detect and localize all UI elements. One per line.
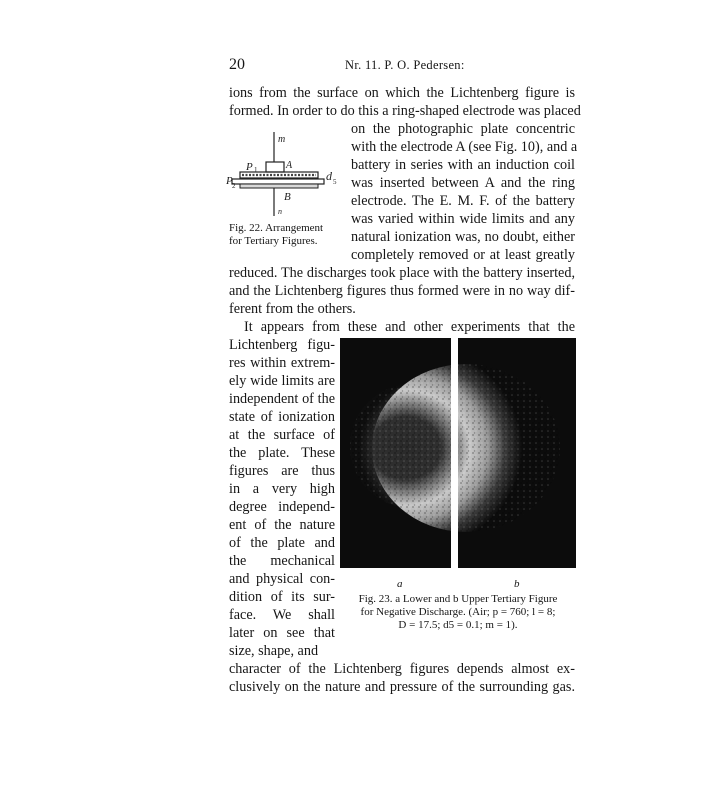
body-line: ent of the nature [229, 517, 335, 533]
body-line: natural ionization was, no doubt, either [351, 229, 575, 245]
body-line: figures are thus [229, 463, 335, 479]
fig22-caption-line2: for Tertiary Figures. [229, 235, 318, 247]
page-number: 20 [229, 56, 245, 73]
fig22-label-A: A [286, 160, 293, 171]
body-line: state of ionization [229, 409, 335, 425]
body-line: electrode. The E. M. F. of the battery [351, 193, 575, 209]
body-line: the plate. These [229, 445, 335, 461]
body-line: battery in series with an induction coil [351, 157, 575, 173]
fig23-caption-line3: D = 17.5; d5 = 0.1; m = 1). [398, 619, 518, 631]
fig22-label-P2: P [226, 175, 233, 187]
body-line: of the plate and [229, 535, 335, 551]
fig23-caption-line2: for Negative Discharge. (Air; p = 760; l = 8; [360, 606, 556, 618]
body-line: at the surface of [229, 427, 335, 443]
fig22-diagram [226, 128, 350, 220]
body-line: completely removed or at least greatly [351, 247, 575, 263]
body-line: formed. In order to do this a ring-shaped electrode was placed [229, 103, 581, 119]
fig22-label-d5-sub: 5 [333, 178, 337, 186]
body-line: later on see that [229, 625, 335, 641]
fig23-label-a: a [397, 578, 403, 590]
fig22-label-B: B [284, 191, 291, 203]
fig22-label-m: m [278, 134, 286, 145]
page-header [229, 56, 581, 78]
fig23-photographs [340, 338, 576, 568]
body-line: reduced. The discharges took place with the battery inserted, [229, 265, 575, 281]
running-head: Nr. 11. P. O. Pedersen: [345, 58, 465, 72]
body-line: the mechanical [229, 553, 335, 569]
body-line: face. We shall [229, 607, 335, 623]
body-line: ions from the surface on which the Lichtenberg figure is [229, 85, 575, 101]
body-line: in a very high [229, 481, 335, 497]
body-line: It appears from these and other experiments that the [244, 319, 575, 335]
body-line: Lichtenberg figu- [229, 337, 335, 353]
body-line: size, shape, and [229, 643, 319, 659]
body-line: with the electrode A (see Fig. 10), and a [351, 139, 578, 155]
fig23-label-b: b [514, 578, 520, 590]
body-line: degree independ- [229, 499, 335, 515]
fig22-label-d5: d [326, 169, 332, 183]
body-line: was inserted between A and the ring [351, 175, 575, 191]
body-line: character of the Lichtenberg figures depends almost ex- [229, 661, 575, 677]
body-line: clusively on the nature and pressure of the surrounding gas. [229, 679, 575, 695]
fig22-label-P1: P [246, 161, 253, 173]
fig22-label-P1-sub: 1 [254, 166, 258, 174]
fig22-label-P2-sub: 2 [232, 182, 236, 190]
body-line: ely wide limits are [229, 373, 335, 389]
body-line: was varied within wide limits and any [351, 211, 575, 227]
fig23-caption-line1: Fig. 23. a Lower and b Upper Tertiary Figure [358, 593, 558, 605]
body-line: on the photographic plate concentric [351, 121, 575, 137]
body-line: independent of the [229, 391, 335, 407]
body-line: and the Lichtenberg figures thus formed were in no way dif- [229, 283, 575, 299]
body-line: dition of its sur- [229, 589, 335, 605]
body-line: res within extrem- [229, 355, 335, 371]
body-line: and physical con- [229, 571, 335, 587]
body-line: ferent from the others. [229, 301, 356, 317]
fig22-caption-line1: Fig. 22. Arrangement [229, 222, 324, 234]
fig22-label-n: n [278, 207, 282, 216]
